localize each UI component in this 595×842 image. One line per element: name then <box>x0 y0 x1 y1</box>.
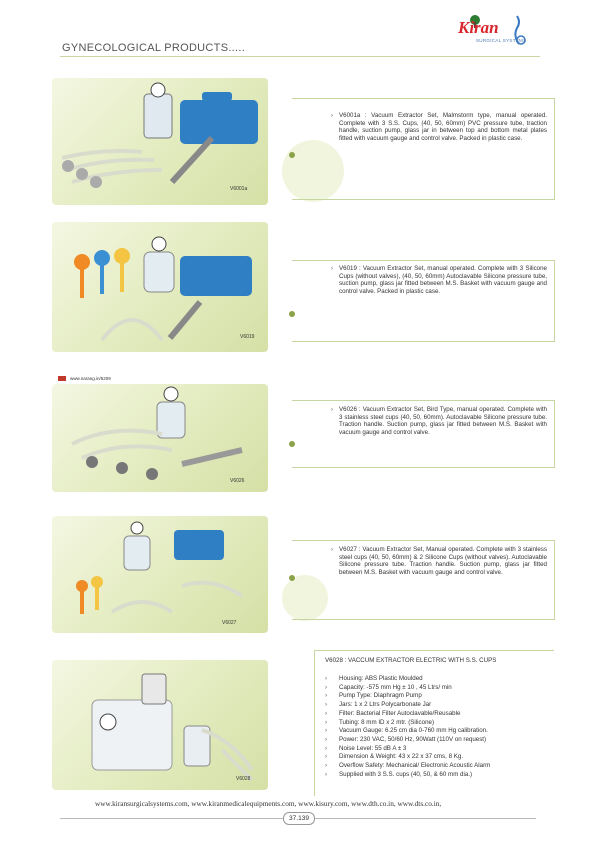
spec-item: › Tubing: 8 mm ID x 2 mtr. (Silicone) <box>325 719 550 728</box>
chevron-right-icon: › <box>331 406 334 413</box>
product-code: V6027 <box>222 620 237 626</box>
product-photo-v6026 <box>52 384 268 492</box>
spec-item: › Capacity: -575 mm Hg ± 10 , 45 Ltrs/ min <box>325 684 550 693</box>
description-text: V6019 : Vacuum Extractor Set, manual operated. Complete with 3 Silicone Cups (without valves), (40, 50, 60mm) Autoclavable Silicone pressure tube, suction pump, glass jar fitted between M.S. Basket with vacuum gauge and control valve. Packed in plastic case. <box>339 265 547 295</box>
brand-tagline: SURGICAL SYSTEMS <box>476 38 527 43</box>
vacuum-extractor-illustration <box>52 516 268 633</box>
page-number: 37.139 <box>283 812 315 825</box>
product-photo-v6028 <box>52 660 268 790</box>
bullet-dot <box>289 152 295 158</box>
description-text: V6001a : Vacuum Extractor Set, Malmstorm type, manual operated. Complete with 3 S.S. Cups, (40, 50, 60mm) PVC pressure tube, traction handle, suction pump, glass jar in between top and bottom metal plates fitted with vacuum gauge and control valve. Packed in plastic case. <box>339 112 547 142</box>
spec-divider <box>314 650 315 796</box>
chevron-right-icon: › <box>331 546 334 553</box>
product-description <box>331 546 547 576</box>
product-code: V6001a <box>230 186 248 192</box>
spec-item: › Housing: ABS Plastic Moulded <box>325 675 550 684</box>
spec-item: › Power: 230 VAC, 50/60 Hz, 90Watt (110V on request) <box>325 736 550 745</box>
page-title: GYNECOLOGICAL PRODUCTS..... <box>62 42 246 54</box>
spec-list <box>325 675 550 779</box>
chevron-right-icon: › <box>331 265 334 272</box>
spec-top-rule <box>314 650 554 651</box>
spec-item: › Pump Type: Diaphragm Pump <box>325 692 550 701</box>
product-code: V6019 <box>240 334 255 340</box>
product-description <box>331 265 547 295</box>
brand-name: Kiran <box>458 18 499 37</box>
spec-item: › Overflow Safety: Mechanical/ Electronic Acoustic Alarm <box>325 762 550 771</box>
electric-vacuum-extractor-illustration <box>52 660 268 790</box>
product-code: V6026 <box>230 478 245 484</box>
chevron-right-icon: › <box>331 112 334 119</box>
product-description <box>331 112 547 142</box>
product-photo-v6027 <box>52 516 268 633</box>
vacuum-extractor-illustration <box>52 222 268 352</box>
description-text: V6027 : Vacuum Extractor Set, Manual operated. Complete with 3 stainless steel cups (40, 50, 60mm) & 2 Silicone Cups (without valves). Autoclavable Silicone pressure tube. Traction handle. Suction pump, glass jar fitted between M.S. Basket with vacuum gauge and control valve. <box>339 546 547 576</box>
description-text: V6026 : Vacuum Extractor Set, Bird Type, manual operated. Complete with 3 stainless steel cups (40, 50, 60mm). Autoclavable Silicone pressure tube. Traction handle. Suction pump, glass jar fitted between M.S. Basket with vacuum gauge and control valve. <box>339 406 547 436</box>
spec-item: › Noise Level: 55 dB A ± 3 <box>325 745 550 754</box>
spec-item: › Supplied with 3 S.S. cups (40, 50, & 60 mm dia.) <box>325 771 550 780</box>
camera-icon <box>58 376 66 381</box>
vacuum-extractor-illustration <box>52 384 268 492</box>
spec-title: V6028 : VACCUM EXTRACTOR ELECTRIC WITH S.S. CUPS <box>325 657 497 664</box>
bullet-dot <box>289 575 295 581</box>
title-rule <box>60 56 540 57</box>
product-photo-v6019 <box>52 222 268 352</box>
bullet-dot <box>289 311 295 317</box>
spec-item: › Dimension & Weight: 43 x 22 x 37 cms, 8 Kg. <box>325 753 550 762</box>
product-description <box>331 406 547 436</box>
footer-links: www.kiransurgicalsystems.com, www.kiranmedicalequipments.com, www.kisury.com, www.dth.co.in, www.dts.co.in, <box>95 799 442 808</box>
bullet-dot <box>289 441 295 447</box>
spec-item: › Filter: Bacterial Filter Autoclavable/Reusable <box>325 710 550 719</box>
product-code: V6028 <box>236 776 251 782</box>
spec-item: › Jars: 1 x 2 Ltrs Polycarbonate Jar <box>325 701 550 710</box>
spec-item: › Vacuum Gauge: 6.25 cm dia 0-760 mm Hg calibration. <box>325 727 550 736</box>
reference-url: www.narang.in/5209 <box>70 376 111 381</box>
